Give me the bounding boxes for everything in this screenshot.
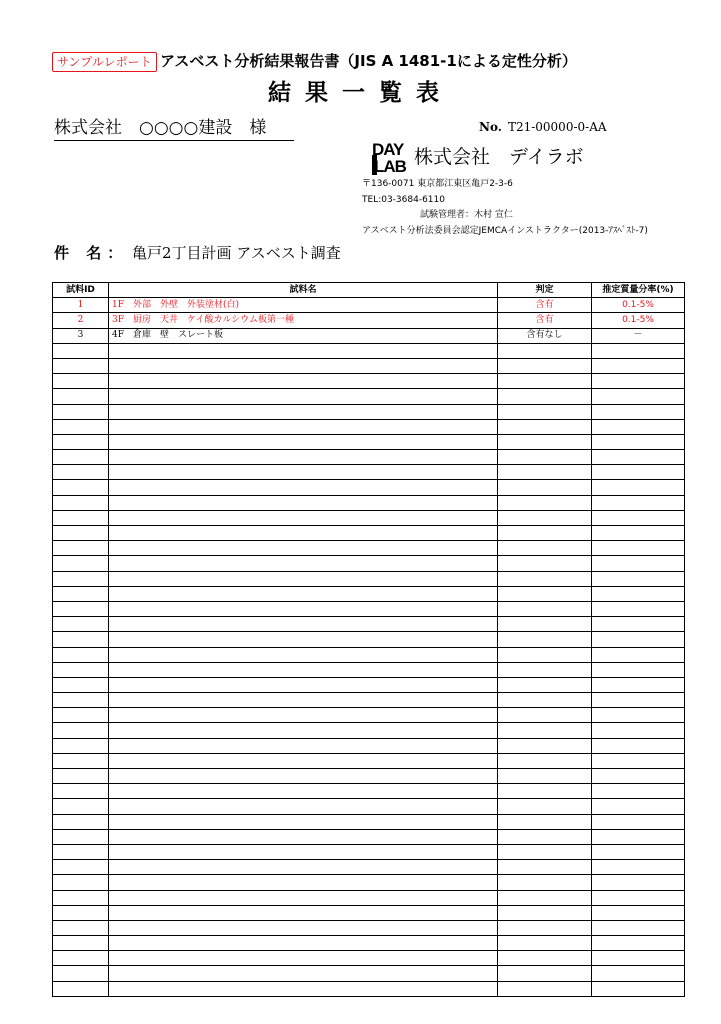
empty-table-row [53,526,685,541]
empty-cell [592,510,685,525]
empty-cell [109,723,498,738]
test-manager: 試験管理者：木村 宣仁 [420,210,513,220]
empty-cell [53,662,109,677]
empty-table-row [53,434,685,449]
empty-cell [498,450,592,465]
empty-cell [53,814,109,829]
empty-cell [53,784,109,799]
empty-cell [53,343,109,358]
empty-cell [53,450,109,465]
empty-cell [109,526,498,541]
empty-cell [109,434,498,449]
empty-cell [109,480,498,495]
empty-cell [592,647,685,662]
empty-cell [53,465,109,480]
empty-table-row [53,860,685,875]
empty-table-row [53,389,685,404]
empty-table-row [53,890,685,905]
empty-cell [498,617,592,632]
empty-cell [109,829,498,844]
empty-cell [592,951,685,966]
judgment: 含有 [498,313,592,328]
empty-cell [109,343,498,358]
empty-cell [592,617,685,632]
report-number [479,120,607,134]
empty-cell [109,647,498,662]
empty-cell [498,936,592,951]
empty-cell [109,450,498,465]
empty-cell [592,571,685,586]
judgment: 含有 [498,298,592,313]
empty-cell [592,799,685,814]
empty-cell [592,389,685,404]
empty-cell [53,404,109,419]
empty-cell [109,890,498,905]
empty-table-row [53,510,685,525]
header-mass-fraction: 推定質量分率(%) [592,283,685,298]
subject-label: 件 名： [54,244,129,262]
empty-cell [592,920,685,935]
empty-table-row [53,844,685,859]
empty-cell [109,586,498,601]
empty-cell [498,799,592,814]
empty-cell [592,875,685,890]
empty-cell [109,814,498,829]
judgment: 含有なし [498,328,592,343]
empty-table-row [53,981,685,996]
header-sample-name: 試料名 [109,283,498,298]
empty-cell [53,723,109,738]
empty-table-row [53,693,685,708]
empty-cell [109,465,498,480]
empty-table-row [53,601,685,616]
empty-cell [592,404,685,419]
empty-cell [109,571,498,586]
empty-cell [498,510,592,525]
empty-table-row [53,450,685,465]
sample-id: 2 [53,313,109,328]
empty-cell [109,799,498,814]
empty-table-row [53,480,685,495]
empty-cell [498,784,592,799]
empty-cell [498,844,592,859]
empty-table-row [53,814,685,829]
empty-cell [109,541,498,556]
mass-fraction: 0.1-5% [592,298,685,313]
empty-table-row [53,343,685,358]
empty-cell [53,951,109,966]
client-name: 株式会社 ○○○○建設 様 [54,118,267,138]
empty-cell [109,905,498,920]
empty-cell [53,920,109,935]
empty-cell [592,814,685,829]
empty-cell [498,601,592,616]
empty-table-row [53,829,685,844]
empty-cell [498,419,592,434]
empty-cell [498,434,592,449]
empty-cell [498,875,592,890]
page-title: 結果一覧表 [268,79,453,106]
empty-cell [592,480,685,495]
empty-table-row [53,966,685,981]
sample-name: 4F 倉庫 壁 スレート板 [109,328,498,343]
report-number-label: No. [479,120,502,134]
logo-text-day: DAY [372,140,404,159]
empty-cell [498,662,592,677]
empty-cell [592,860,685,875]
empty-cell [53,617,109,632]
empty-cell [498,404,592,419]
empty-table-row [53,495,685,510]
empty-cell [498,920,592,935]
empty-cell [53,419,109,434]
empty-cell [109,693,498,708]
empty-cell [498,465,592,480]
empty-table-row [53,905,685,920]
empty-cell [109,936,498,951]
empty-cell [109,966,498,981]
empty-cell [592,662,685,677]
empty-cell [53,966,109,981]
empty-cell [592,374,685,389]
empty-cell [498,374,592,389]
empty-cell [53,632,109,647]
empty-table-row [53,936,685,951]
empty-cell [592,890,685,905]
empty-cell [109,419,498,434]
empty-cell [53,677,109,692]
empty-cell [498,708,592,723]
empty-cell [498,541,592,556]
empty-cell [53,510,109,525]
empty-cell [498,966,592,981]
empty-cell [53,495,109,510]
empty-cell [498,814,592,829]
empty-cell [109,920,498,935]
company-tel: TEL:03-3684-6110 [362,195,445,205]
empty-cell [498,556,592,571]
empty-cell [498,586,592,601]
mass-fraction: 0.1-5% [592,313,685,328]
empty-table-row [53,951,685,966]
sample-id: 1 [53,298,109,313]
empty-cell [592,844,685,859]
empty-cell [498,890,592,905]
empty-cell [53,829,109,844]
empty-table-row [53,586,685,601]
sample-name: 3F 厨房 天井 ケイ酸カルシウム板第一種 [109,313,498,328]
empty-table-row [53,708,685,723]
empty-cell [498,753,592,768]
empty-cell [109,677,498,692]
empty-cell [592,966,685,981]
empty-table-row [53,677,685,692]
sample-report-badge: サンプルレポート [52,52,157,72]
empty-cell [498,632,592,647]
empty-cell [498,860,592,875]
empty-cell [592,495,685,510]
empty-cell [498,981,592,996]
empty-cell [592,936,685,951]
empty-cell [498,480,592,495]
empty-table-row [53,769,685,784]
table-row [53,298,685,313]
empty-table-row [53,784,685,799]
empty-cell [53,890,109,905]
empty-cell [109,981,498,996]
empty-cell [592,358,685,373]
empty-cell [109,860,498,875]
empty-table-row [53,875,685,890]
empty-cell [109,951,498,966]
empty-cell [53,571,109,586]
empty-cell [592,677,685,692]
empty-cell [592,829,685,844]
empty-cell [109,617,498,632]
empty-cell [109,510,498,525]
empty-table-row [53,541,685,556]
sample-id: 3 [53,328,109,343]
empty-cell [109,374,498,389]
empty-cell [53,769,109,784]
empty-table-row [53,358,685,373]
header-judgment: 判定 [498,283,592,298]
empty-cell [592,708,685,723]
empty-cell [592,753,685,768]
empty-cell [53,981,109,996]
empty-table-row [53,374,685,389]
empty-cell [53,738,109,753]
empty-table-row [53,738,685,753]
subject: 亀戸2丁目計画 アスベスト調査 [132,244,341,262]
report-number-value: T21-00000-0-AA [507,120,607,134]
empty-cell [109,632,498,647]
empty-table-row [53,419,685,434]
empty-cell [592,434,685,449]
empty-cell [498,677,592,692]
empty-cell [498,829,592,844]
empty-cell [592,556,685,571]
empty-table-row [53,404,685,419]
table-row [53,328,685,343]
empty-table-row [53,617,685,632]
empty-table-row [53,465,685,480]
empty-cell [53,799,109,814]
daylab-logo [372,141,410,177]
empty-cell [53,693,109,708]
certification: アスベスト分析法委員会認定JEMCAインストラクター(2013-ｱｽﾍﾞｽﾄ-7) [362,226,648,236]
empty-cell [109,404,498,419]
empty-cell [498,905,592,920]
empty-table-row [53,571,685,586]
empty-cell [592,450,685,465]
empty-cell [592,738,685,753]
empty-cell [592,343,685,358]
logo-text-lab: LAB [374,157,406,176]
empty-cell [53,541,109,556]
empty-table-row [53,723,685,738]
empty-table-row [53,556,685,571]
empty-cell [109,662,498,677]
empty-cell [498,571,592,586]
empty-cell [498,951,592,966]
client-underline [54,140,294,141]
empty-cell [109,495,498,510]
empty-cell [498,526,592,541]
sample-name: 1F 外部 外壁 外装塗材(白) [109,298,498,313]
empty-cell [53,480,109,495]
empty-cell [592,981,685,996]
empty-cell [592,526,685,541]
empty-cell [109,844,498,859]
empty-cell [109,738,498,753]
empty-cell [109,753,498,768]
empty-table-row [53,647,685,662]
empty-cell [592,601,685,616]
empty-cell [53,526,109,541]
company-name: 株式会社 デイラボ [414,146,584,168]
empty-cell [53,844,109,859]
empty-cell [53,556,109,571]
empty-cell [109,784,498,799]
empty-cell [53,905,109,920]
empty-cell [53,647,109,662]
empty-cell [109,358,498,373]
empty-cell [109,556,498,571]
empty-cell [53,708,109,723]
empty-cell [109,601,498,616]
empty-cell [592,723,685,738]
empty-cell [592,541,685,556]
empty-cell [109,875,498,890]
empty-cell [592,693,685,708]
empty-cell [53,601,109,616]
empty-cell [498,389,592,404]
empty-cell [53,860,109,875]
empty-cell [592,784,685,799]
empty-table-row [53,662,685,677]
header-sample-id: 試料ID [53,283,109,298]
empty-cell [498,343,592,358]
empty-cell [109,769,498,784]
empty-cell [592,769,685,784]
empty-table-row [53,799,685,814]
empty-cell [592,632,685,647]
results-table [52,282,685,997]
empty-table-row [53,920,685,935]
empty-cell [53,434,109,449]
empty-cell [53,875,109,890]
empty-cell [498,647,592,662]
empty-cell [53,586,109,601]
document-title: アスベスト分析結果報告書（JIS A 1481-1による定性分析） [160,52,577,70]
empty-cell [592,586,685,601]
table-row [53,313,685,328]
empty-cell [498,738,592,753]
empty-cell [592,465,685,480]
empty-cell [592,905,685,920]
empty-cell [53,358,109,373]
empty-cell [53,374,109,389]
empty-cell [53,389,109,404]
empty-cell [53,753,109,768]
empty-cell [498,723,592,738]
empty-cell [592,419,685,434]
empty-cell [109,389,498,404]
empty-cell [109,708,498,723]
table-header-row [53,283,685,298]
empty-cell [498,769,592,784]
empty-cell [498,358,592,373]
empty-cell [498,495,592,510]
empty-table-row [53,632,685,647]
empty-cell [53,936,109,951]
company-address: 〒136-0071 東京都江東区亀戸2-3-6 [362,179,513,189]
empty-table-row [53,753,685,768]
mass-fraction: － [592,328,685,343]
empty-cell [498,693,592,708]
